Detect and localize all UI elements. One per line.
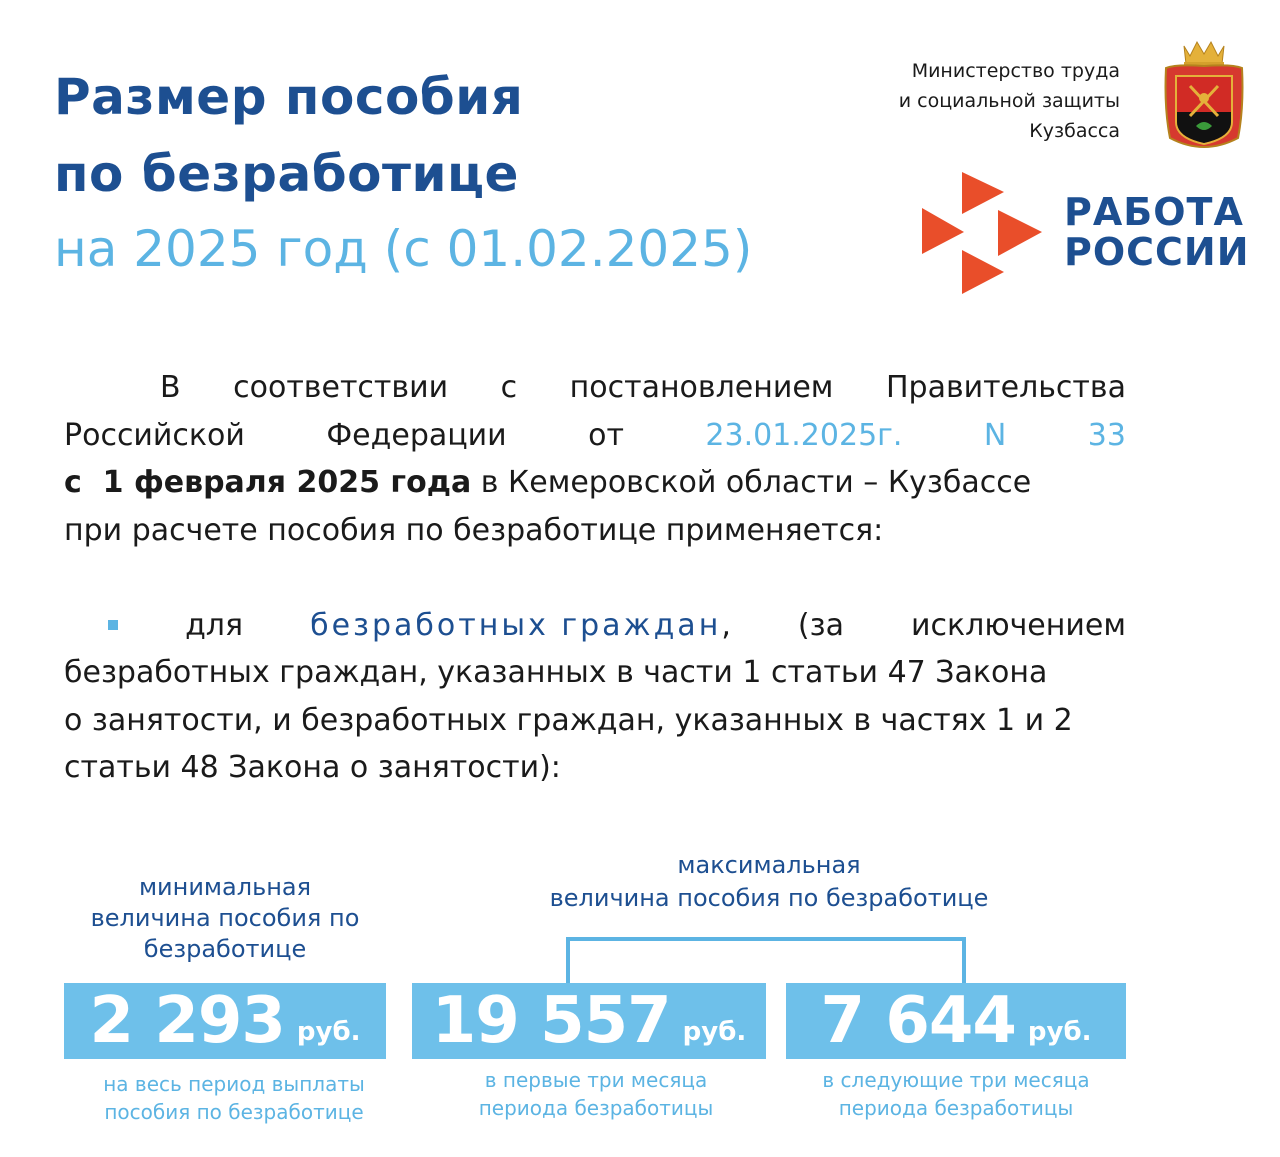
list-line-2: безработных граждан, указанных в части 1 статьи 47 Закона [64,655,1048,690]
maximum-first-note-1: в первые три месяца [484,1068,708,1092]
ministry-line2: и социальной защиты [898,90,1120,112]
ministry-name [899,56,1120,146]
page-subtitle: на 2025 год (с 01.02.2025) [54,220,753,278]
list-word: исключением [911,607,1126,643]
list-line-4: статьи 48 Закона о занятости): [64,750,561,785]
effective-date: с 1 февраля 2025 года [64,465,472,500]
minimum-note-1: на весь период выплаты [103,1072,365,1096]
rabota-rossii-wordmark [1064,192,1250,272]
minimum-caption-1: минимальная [138,873,312,901]
maximum-second-amount-box [786,983,1126,1059]
list-word: (за [797,607,844,643]
maximum-caption-2: величина пособия по безработице [549,884,989,912]
list-line-3: о занятости, и безработных граждан, указанных в частях 1 и 2 [64,702,1073,738]
list-comma: , [721,607,731,643]
page-title-line2: по безработице [54,145,519,203]
minimum-note-2: пособия по безработице [104,1100,364,1124]
list-word: для [185,607,244,643]
decree-date: 23.01.2025г. [705,417,903,453]
ministry-line1: Министерство труда [911,60,1120,82]
unemployed-highlight: безработных граждан, [310,607,731,643]
minimum-note [64,1070,404,1126]
page-title-line1: Размер пособия [54,68,524,126]
para-word: Правительства [885,370,1126,405]
para-word: постановлением [569,370,834,405]
maximum-second-note [786,1066,1126,1122]
para-text: в Кемеровской области – Кузбассе [471,465,1032,500]
maximum-second-amount: 7 644 [820,984,1016,1058]
maximum-caption [412,849,1126,915]
para-word: с [500,370,518,405]
decree-n: N [983,417,1007,453]
maximum-second-unit: руб. [1027,1017,1092,1047]
maximum-second-note-1: в следующие три месяца [822,1068,1090,1092]
maximum-first-note-2: периода безработицы [478,1096,714,1120]
minimum-amount: 2 293 [89,984,285,1058]
para-line-2 [64,412,1126,460]
maximum-second-note-2: периода безработицы [838,1096,1074,1120]
maximum-caption-1: максимальная [677,851,861,879]
para-spacer [64,554,1126,602]
minimum-caption [64,872,386,965]
para-word: от [588,417,624,453]
maximum-first-amount: 19 557 [431,984,671,1058]
para-word: Федерации [326,417,507,453]
para-word: соответствии [233,370,449,405]
para-line-1 [64,364,1126,412]
para-word: В [160,370,181,405]
bullet-icon [108,620,118,630]
maximum-first-amount-box [412,983,766,1059]
para-line-3 [64,459,1126,507]
maximum-first-unit: руб. [682,1017,747,1047]
ministry-line3: Кузбасса [1029,120,1120,142]
brand-line1: РАБОТА [1064,190,1244,234]
minimum-unit: руб. [296,1017,361,1047]
maximum-first-note [412,1066,780,1122]
minimum-caption-3: безработице [143,935,307,963]
para-word: Российской [64,417,245,453]
para-line-4: при расчете пособия по безработице применяется: [64,512,884,548]
list-line-1 [64,602,1126,650]
intro-paragraph [64,364,1126,792]
brand-line2: РОССИИ [1064,230,1250,274]
kuzbass-coat-of-arms-icon [1160,38,1248,153]
rabota-rossii-logo-icon [918,170,1048,298]
decree-number: 33 [1087,417,1126,453]
maximum-bracket [566,937,966,983]
minimum-amount-box [64,983,386,1059]
minimum-caption-2: величина пособия по [90,904,360,932]
